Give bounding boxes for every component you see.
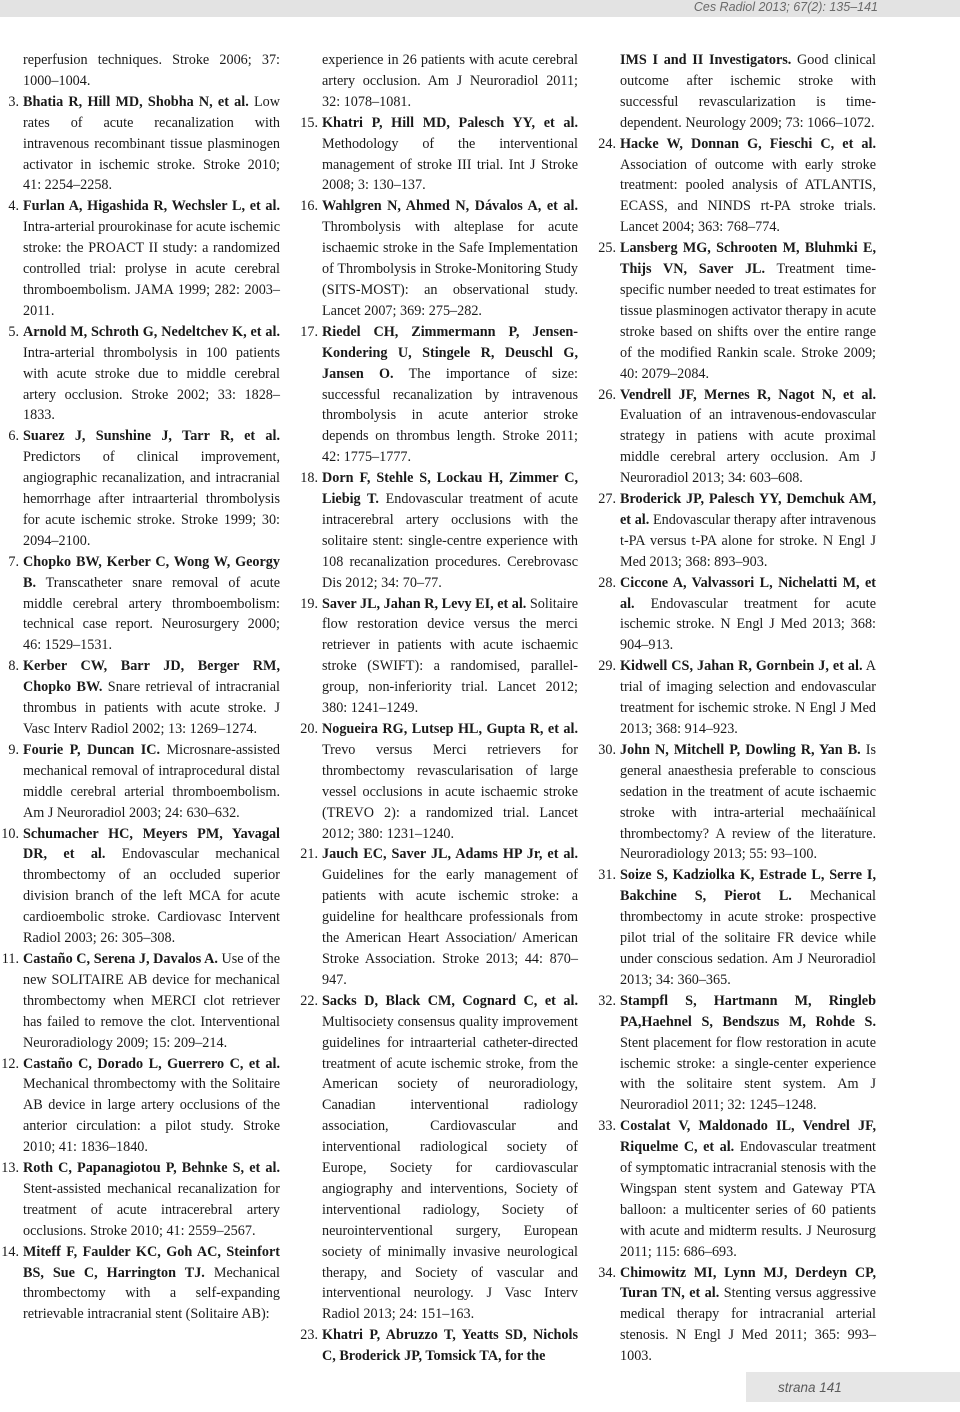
reference-number: 4. <box>8 198 19 215</box>
reference-text: Good clinical outcome after ischemic stroke with successful revascularization is time-dependent. Neurology 2009; 73: 1066–1072. <box>620 52 876 131</box>
reference-text: Mechanical thrombectomy in acute stroke: prospective pilot trial of the solitaire FR device while under conscious sedation. Am J Neuroradiol 2013; 34: 360–365. <box>620 888 876 988</box>
reference-text: Association of outcome with early stroke treatment: pooled analysis of ATLANTIS, ECASS, and NINDS rt-PA stroke trials. Lancet 2004; 363: 768–774. <box>620 156 876 236</box>
reference-authors: Nogueira RG, Lutsep HL, Gupta R, et al. <box>322 721 578 737</box>
reference-number: 14. <box>1 1243 19 1260</box>
reference-number: 11. <box>1 950 19 967</box>
reference-authors: Sacks D, Black CM, Cognard C, et al. <box>322 992 578 1009</box>
reference-item <box>300 322 578 468</box>
reference-text: Intra-arterial thrombolysis in 100 patients with acute stroke due to middle cerebral artery occlusion. Stroke 2002; 33: 1828–1833. <box>23 344 280 424</box>
reference-text: Methodology of the interventional management of stroke III trial. Int J Stroke 2008; 3: 130–137. <box>322 135 578 194</box>
reference-continuation: experience in 26 patients with acute cerebral artery occlusion. Am J Neuroradiol 2011; 32: 1078–1081. <box>322 52 578 110</box>
reference-number: 25. <box>598 240 616 257</box>
reference-number: 33. <box>598 1118 616 1135</box>
reference-number: 9. <box>8 741 19 758</box>
reference-item <box>1 824 280 949</box>
reference-item <box>8 322 280 427</box>
reference-column-3 <box>598 50 876 1367</box>
reference-number: 6. <box>8 428 19 445</box>
reference-number: 26. <box>598 386 616 403</box>
journal-citation: Ces Radiol 2013; 67(2): 135–141 <box>693 0 878 14</box>
reference-item <box>598 134 876 239</box>
reference-number: 20. <box>300 721 318 737</box>
reference-authors: Lansberg MG, Schrooten M, Bluhmki E, Thijs VN, Saver JL. <box>620 240 876 278</box>
reference-authors: Riedel CH, Zimmermann P, Jensen-Kondering U, Stingele R, Deuschl G, Jansen O. <box>322 323 578 382</box>
reference-text: Low rates of acute recanalization with intravenous recombinant tissue plasminogen activator in ischemic stroke. Stroke 2010; 41: 2254–2258. <box>23 93 280 194</box>
reference-authors: Dorn F, Stehle S, Lockau H, Zimmer C, Liebig T. <box>322 470 578 508</box>
reference-number: 3. <box>8 93 19 110</box>
reference-item <box>598 573 876 657</box>
reference-authors: Khatri P, Abruzzo T, Yeatts SD, Nichols C, Broderick JP, Tomsick TA, for the <box>322 1327 578 1365</box>
reference-authors: Saver JL, Jahan R, Levy EI, et al. <box>322 595 527 612</box>
reference-text: Evaluation of an intravenous-endovascular strategy in patiens with acute proximal middle cerebral artery occlusion. Am J Neuroradiol 2013; 34: 603–608. <box>620 407 876 487</box>
reference-list <box>1 92 280 1325</box>
reference-text: Is general anaesthesia preferable to conscious sedation in the treatment of acute ischaemic stroke with intra-arterial mechaäínical thrombectomy? A review of the literature. Neuroradiology 2013; 55: 93–100. <box>620 741 876 863</box>
reference-number: 18. <box>300 470 318 487</box>
reference-item <box>598 385 876 490</box>
reference-number: 10. <box>1 825 19 842</box>
reference-authors: Bhatia R, Hill MD, Shobha N, et al. <box>23 93 249 110</box>
reference-item <box>8 656 280 740</box>
reference-item <box>300 844 578 990</box>
reference-authors: Kidwell CS, Jahan R, Gornbein J, et al. <box>620 658 863 675</box>
reference-text: Trevo versus Merci retrievers for thrombectomy revascularisation of large vessel occlusions in acute ischaemic stroke (TREVO 2): a randomized trial. Lancet 2012; 380: 1231–1240. <box>322 741 578 842</box>
reference-text: A trial of imaging selection and endovascular treatment for ischemic stroke. N Engl J Med 2013; 368: 914–923. <box>620 658 876 737</box>
reference-number: 30. <box>598 741 616 758</box>
reference-number: 17. <box>300 323 318 340</box>
reference-item <box>598 991 876 1116</box>
reference-item <box>598 1116 876 1262</box>
reference-text: Multisociety consensus quality improvement guidelines for intraarterial catheter-directed treatment of acute ischemic stroke, from the American society of neuroradiology, Canadian interventional radiology association, Cardiovascular and interventional radiological society of Europe, Society for cardiovascular angiography and interventions, Society of interventional radiology, Society of neurointerventional surgery, European society of minimally invasive neurological therapy, and Society of vascular and interventional neurology. J Vasc Interv Radiol 2013; 24: 151–163. <box>322 1013 578 1323</box>
reference-authors: Furlan A, Higashida R, Wechsler L, et al. <box>23 198 280 215</box>
reference-authors: Wahlgren N, Ahmed N, Dávalos A, et al. <box>322 198 578 215</box>
reference-authors: Ciccone A, Valvassori L, Nichelatti M, et al. <box>620 574 876 612</box>
reference-number: 29. <box>598 658 616 675</box>
reference-text: Endovascular treatment of acute intracerebral artery occlusions with the solitaire stent: single-centre experience with 108 recanalization procedures. Cerebrovasc Dis 2012; 34: 70–77. <box>322 491 579 591</box>
reference-item <box>598 1263 876 1368</box>
reference-authors: Khatri P, Hill MD, Palesch YY, et al. <box>322 114 578 131</box>
reference-text: The importance of size: successful recanalization by intravenous thrombolysis in acute anterior stroke depends on thrombus length. Stroke 2011; 42: 1775–1777. <box>322 365 578 466</box>
page-number: strana 141 <box>778 1380 842 1395</box>
reference-text: Endovascular therapy after intravenous t-PA versus t-PA alone for stroke. N Engl J Med 2013; 368: 893–903. <box>620 511 876 570</box>
reference-number: 32. <box>598 992 616 1009</box>
reference-text: Mechanical thrombectomy with a self-expanding retrievable intracranial stent (Solitaire AB): <box>23 1264 280 1323</box>
reference-item <box>8 92 280 197</box>
reference-text: Thrombolysis with alteplase for acute ischaemic stroke in the Safe Implementation of Thrombolysis in Stroke-Monitoring Study (SITS-MOST): an observational study. Lancet 2007; 369: 275–282. <box>322 219 578 319</box>
reference-item <box>1 1242 280 1326</box>
reference-number: 27. <box>598 491 616 508</box>
reference-authors: Fourie P, Duncan IC. <box>23 741 161 758</box>
reference-column-2 <box>300 50 579 1367</box>
reference-text: Snare retrieval of intracranial thrombus in patients with acute stroke. J Vasc Interv Radiol 2002; 13: 1269–1274. <box>23 679 280 737</box>
reference-authors: Suarez J, Sunshine J, Tarr R, et al. <box>23 428 280 445</box>
reference-item <box>598 656 876 740</box>
reference-authors: Costalat V, Maldonado IL, Vendrel JF, Riquelme C, et al. <box>620 1118 876 1156</box>
reference-continuation: reperfusion techniques. Stroke 2006; 37: 1000–1004. <box>23 52 280 89</box>
reference-continuation <box>620 50 876 134</box>
reference-item <box>598 238 876 384</box>
reference-item <box>8 552 280 657</box>
reference-number: 31. <box>598 867 616 884</box>
reference-text: Predictors of clinical improvement, angiographic recanalization, and intracranial hemorrhage after intraarterial thrombolysis for acute ischemic stroke. Stroke 1999; 30: 2094–2100. <box>23 449 280 549</box>
reference-authors: Chopko BW, Kerber C, Wong W, Georgy B. <box>23 553 280 591</box>
reference-authors: Castaño C, Serena J, Davalos A. <box>23 950 218 967</box>
reference-item <box>1 949 280 1054</box>
reference-item <box>8 196 280 321</box>
reference-authors: Chimowitz MI, Lynn MJ, Derdeyn CP, Turan TN, et al. <box>620 1264 876 1302</box>
reference-item <box>1 1158 280 1242</box>
reference-number: 5. <box>8 323 19 340</box>
reference-text: Stent placement for flow restoration in acute ischemic stroke: a single-center experience with the solitaire stent system. Am J Neuroradiol 2011; 32: 1245–1248. <box>620 1034 876 1114</box>
reference-authors: Jauch EC, Saver JL, Adams HP Jr, et al. <box>322 846 578 863</box>
reference-text: Transcatheter snare removal of acute middle cerebral artery thromboembolism: technical case report. Neurosurgery 2000; 46: 1529–1531. <box>23 574 280 654</box>
reference-authors: Castaño C, Dorado L, Guerrero C, et al. <box>23 1055 280 1072</box>
reference-authors: Vendrell JF, Mernes R, Nagot N, et al. <box>620 386 876 403</box>
reference-item <box>1 1054 280 1159</box>
reference-number: 34. <box>598 1264 616 1281</box>
reference-item <box>300 1325 578 1367</box>
reference-item <box>8 740 280 824</box>
reference-list <box>598 134 876 1367</box>
reference-text: Use of the new SOLITAIRE AB device for mechanical thrombectomy when MERCI clot retriever has failed to remove the clot. Interventional Neuroradiology 2009; 15: 209–214. <box>23 950 280 1051</box>
reference-authors: Kerber CW, Barr JD, Berger RM, Chopko BW. <box>23 658 280 696</box>
reference-text: Intra-arterial prourokinase for acute ischemic stroke: the PROACT II study: a randomized controlled trial: prolyse in acute cerebral thromboembolism. JAMA 1999; 282: 2003–2011. <box>23 219 280 319</box>
reference-text: Stenting versus aggressive medical therapy for intracranial arterial stenosis. N Engl J Med 2011; 365: 993–1003. <box>620 1285 876 1365</box>
reference-number: 15. <box>300 114 318 131</box>
reference-text: Guidelines for the early management of patients with acute ischemic stroke: a guideline for healthcare professionals from the American Heart Association/ American Stroke Association. Stroke 2013; 44: 870–947. <box>322 867 578 988</box>
reference-number: 28. <box>598 574 616 591</box>
reference-item <box>598 489 876 573</box>
reference-authors: Schumacher HC, Meyers PM, Yavagal DR, et al. <box>23 825 280 863</box>
reference-number: 13. <box>1 1160 19 1177</box>
reference-item <box>300 196 578 321</box>
reference-authors: Soize S, Kadziolka K, Estrade L, Serre I, Bakchine S, Pierot L. <box>620 867 876 905</box>
reference-number: 7. <box>8 553 19 570</box>
reference-text: Solitaire flow restoration device versus the merci retriever in patients with acute ischaemic stroke (SWIFT): a randomised, parallel-group, non-inferiority trial. Lancet 2012; 380: 1241–1249. <box>322 595 578 717</box>
reference-item <box>8 426 280 551</box>
reference-list <box>300 113 579 1367</box>
reference-text: Mechanical thrombectomy with the Solitaire AB device in large artery occlusions of the anterior circulation: a pilot study. Stroke 2010; 41: 1836–1840. <box>23 1076 280 1156</box>
reference-authors: Broderick JP, Palesch YY, Demchuk AM, et al. <box>620 491 876 528</box>
reference-number: 23. <box>300 1327 318 1344</box>
reference-text: Stent-assisted mechanical recanalization for treatment of acute intracerebral artery occlusions. Stroke 2010; 41: 2559–2567. <box>23 1180 280 1239</box>
reference-authors: Roth C, Papanagiotou P, Behnke S, et al. <box>23 1160 280 1177</box>
reference-text: Microsnare-assisted mechanical removal of intraprocedural distal middle cerebral arterial thromboembolism. Am J Neuroradiol 2003; 24: 630–632. <box>23 741 280 821</box>
reference-text: Endovascular treatment of symptomatic intracranial stenosis with the Wingspan stent system and Gateway PTA balloon: a multicenter series of 60 patients with acute and midterm results. J Neurosurg 2011; 115: 686–693. <box>620 1139 876 1260</box>
reference-authors: Arnold M, Schroth G, Nedeltchev K, et al. <box>23 323 280 340</box>
reference-number: 12. <box>1 1055 19 1072</box>
reference-authors: IMS I and II Investigators. <box>620 52 792 68</box>
reference-text: Endovascular treatment for acute ischemic stroke. N Engl J Med 2013; 368: 904–913. <box>620 595 876 654</box>
reference-item <box>300 719 578 844</box>
reference-text: Treatment time-specific number needed to treat estimates for tissue plasminogen activator therapy in acute stroke based on shifts over the entire range of the modified Rankin scale. Stroke 2009; 40: 2079–2084. <box>620 261 876 382</box>
reference-number: 8. <box>8 658 19 675</box>
reference-number: 19. <box>300 595 318 612</box>
reference-authors: Miteff F, Faulder KC, Goh AC, Steinfort BS, Sue C, Harrington TJ. <box>23 1243 280 1281</box>
reference-item <box>300 113 578 197</box>
reference-authors: John N, Mitchell P, Dowling R, Yan B. <box>620 741 861 758</box>
reference-column-1 <box>1 50 280 1325</box>
reference-number: 22. <box>300 992 318 1009</box>
reference-item <box>598 740 876 865</box>
reference-number: 24. <box>598 135 616 152</box>
reference-number: 16. <box>300 198 318 215</box>
reference-item <box>598 865 876 990</box>
reference-authors: Stampfl S, Hartmann M, Ringleb PA,Haehnel S, Bendszus M, Rohde S. <box>620 992 876 1030</box>
reference-item <box>300 991 578 1326</box>
reference-text: Endovascular mechanical thrombectomy of an occluded superior division branch of the left MCA for acute cardioembolic stroke. Cardiovasc Intervent Radiol 2003; 26: 305–308. <box>23 846 280 947</box>
reference-item <box>300 594 578 719</box>
reference-authors: Hacke W, Donnan G, Fieschi C, et al. <box>620 135 876 152</box>
reference-item <box>300 468 579 593</box>
reference-number: 21. <box>300 846 318 863</box>
